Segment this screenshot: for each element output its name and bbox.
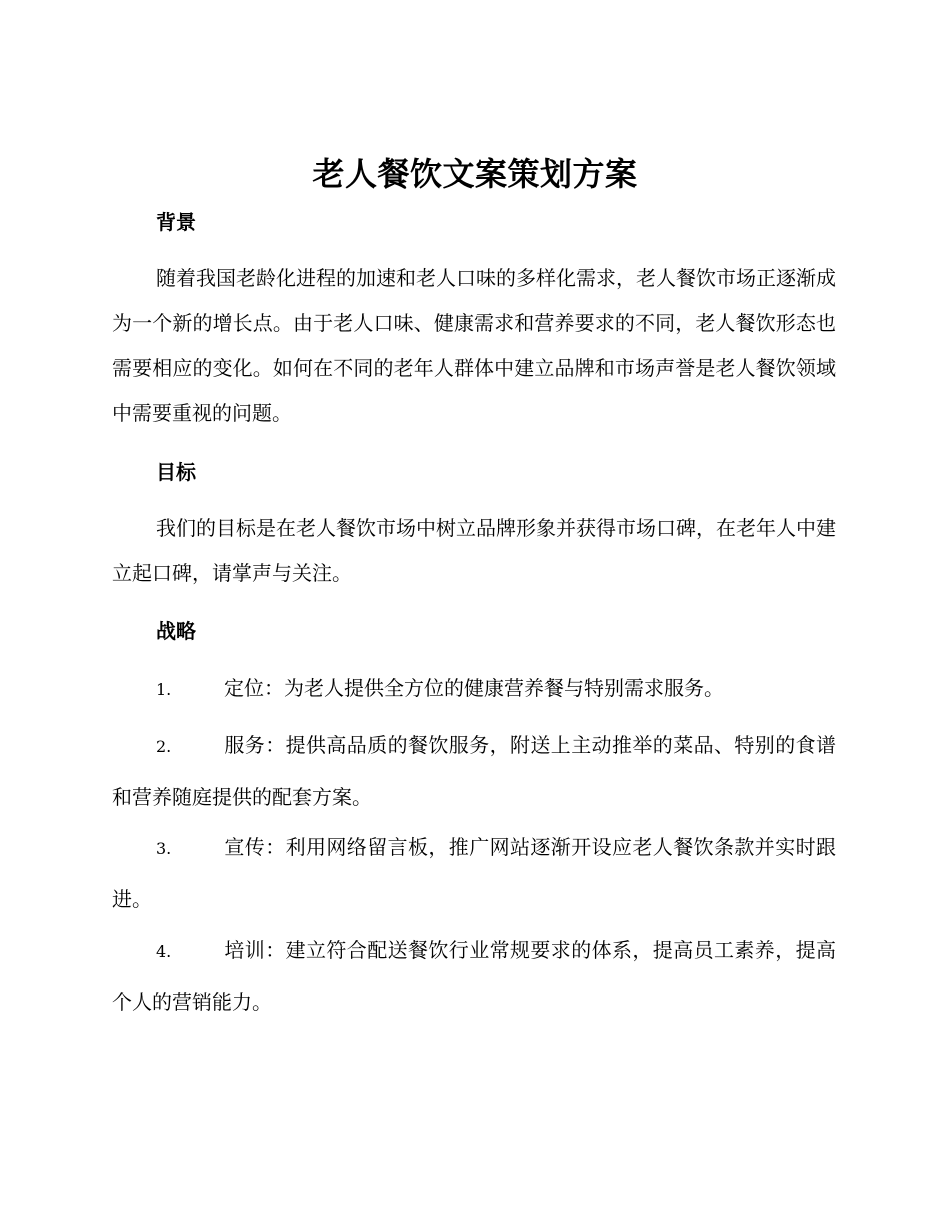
list-item-text: 宣传：利用网络留言板，推广网站逐渐开设应老人餐饮条款并实时跟进。 xyxy=(112,835,836,911)
document-title: 老人餐饮文案策划方案 xyxy=(312,155,638,193)
strategy-list-item xyxy=(112,663,836,715)
list-number: 4. xyxy=(156,942,172,961)
background-paragraph: 随着我国老龄化进程的加速和老人口味的多样化需求，老人餐饮市场正逐渐成为一个新的增长点。由于老人口味、健康需求和营养要求的不同，老人餐饮形态也需要相应的变化。如何在不同的老年人群体中建立品牌和市场声誉是老人餐饮领域中需要重视的问题。 xyxy=(112,266,836,425)
strategy-list-item xyxy=(112,822,836,925)
section-heading-background: 背景 xyxy=(156,210,196,234)
list-number: 2. xyxy=(156,737,172,756)
section-heading-goal: 目标 xyxy=(156,460,196,484)
list-number: 3. xyxy=(156,839,172,858)
strategy-list-item xyxy=(112,925,836,1028)
section-heading-strategy: 战略 xyxy=(156,619,196,643)
goal-paragraph: 我们的目标是在老人餐饮市场中树立品牌形象并获得市场口碑，在老年人中建立起口碑，请掌声与关注。 xyxy=(112,516,836,585)
list-item-text: 定位：为老人提供全方位的健康营养餐与特别需求服务。 xyxy=(224,676,724,700)
list-number: 1. xyxy=(156,680,172,699)
strategy-list-item xyxy=(112,720,836,823)
list-item-text: 培训：建立符合配送餐饮行业常规要求的体系，提高员工素养，提高个人的营销能力。 xyxy=(112,938,836,1014)
list-item-text: 服务：提供高品质的餐饮服务，附送上主动推举的菜品、特别的食谱和营养随庭提供的配套方案。 xyxy=(112,733,836,809)
